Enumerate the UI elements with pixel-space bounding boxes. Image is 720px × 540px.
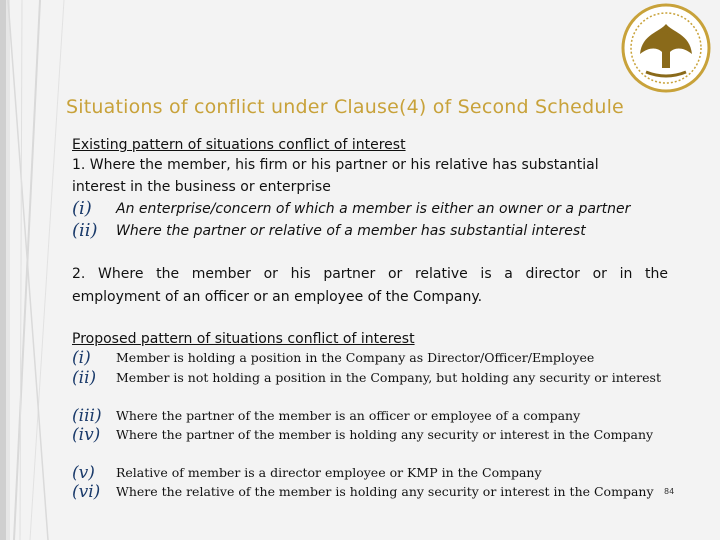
item-number: (v) [72,463,95,483]
item-text: Member is holding a position in the Company as Director/Officer/Employee [116,350,595,365]
item-text: Where the partner of the member is holding any security or interest in the Company [116,427,654,442]
existing-point2-line2: employment of an officer or an employee of the Company. [72,289,483,305]
item-number: (i) [72,198,92,219]
existing-item [72,198,668,219]
decorative-diagonal-lines [0,0,70,540]
item-number: (ii) [72,220,98,241]
institute-logo-icon [620,2,712,94]
existing-point1-line1: 1. Where the member, his firm or his partner or his relative has substantial [72,157,599,173]
proposed-item [72,425,672,445]
existing-point2-line1: 2. Where the member or his partner or relative is a director or in the [72,266,668,282]
item-text: An enterprise/concern of which a member is either an owner or a partner [116,201,631,217]
proposed-item [72,406,672,426]
item-text: Where the partner or relative of a member has substantial interest [116,223,586,239]
item-text: Relative of member is a director employee or KMP in the Company [116,465,542,480]
proposed-item [72,482,664,502]
proposed-item [72,463,672,483]
item-number: (ii) [72,368,97,388]
item-number: (vi) [72,482,101,502]
item-text: Where the partner of the member is an officer or employee of a company [116,408,581,423]
proposed-item [72,368,672,388]
existing-heading: Existing pattern of situations conflict of interest [72,137,406,153]
item-text: Where the relative of the member is holding any security or interest in the Company [116,484,654,499]
proposed-item [72,348,672,368]
existing-item [72,220,668,241]
item-number: (iii) [72,406,102,426]
existing-point1-line2: interest in the business or enterprise [72,179,331,195]
item-text: Member is not holding a position in the Company, but holding any security or interest [116,370,661,385]
slide-number: 84 [664,487,675,496]
item-number: (i) [72,348,91,368]
slide-title: Situations of conflict under Clause(4) of Second Schedule [66,96,624,118]
item-number: (iv) [72,425,101,445]
proposed-heading: Proposed pattern of situations conflict of interest [72,331,415,347]
